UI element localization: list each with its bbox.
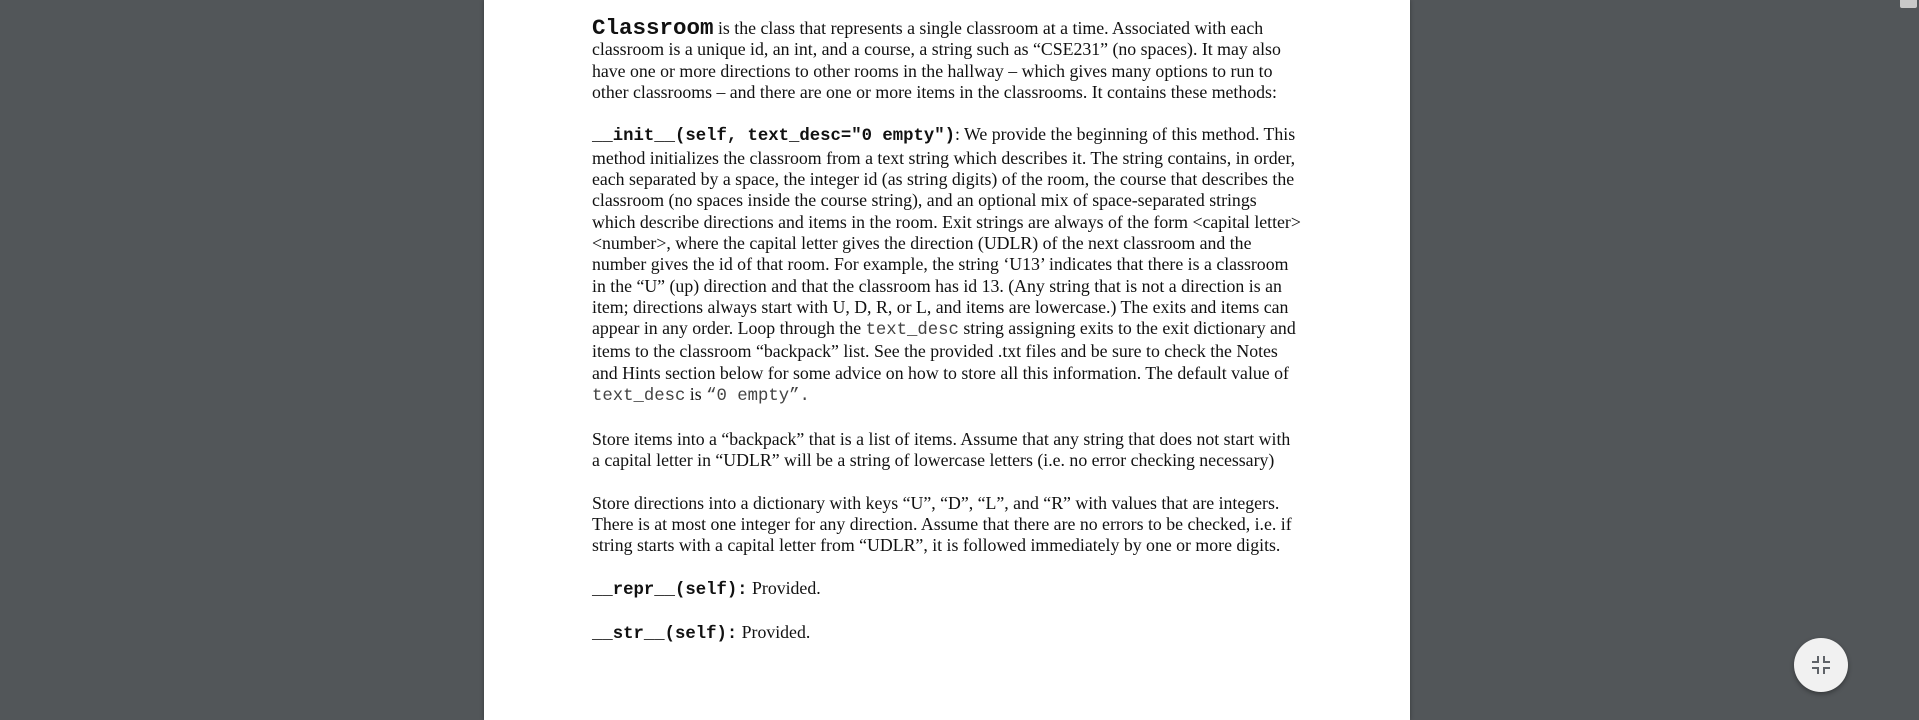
init-text-a: We provide the beginning of this method. This method initializes the classroom from a text string which describes it. The string contains, in order, each separated by a space, the integer id (as string digits) of the room, the course that describes the classroom (no spaces inside the course string), and an optional mix of space-separated strings which describe directions and items in the room. Exit strings are always of the form <capital letter><number>, where the capital letter gives the direction (UDLR) of the next classroom and the number gives the id of that room. For example, the string ‘U13’ indicates that there is a classroom in the “U” (up) direction and that the classroom has id 13. (Any string that is not a direction is an item; directions always start with U, D, R, or L, and items are lowercase.) The exits and items can appear in any order. Loop through the (592, 124, 1301, 339)
pdf-page (484, 0, 1410, 720)
scrollbar-track[interactable] (1898, 0, 1919, 720)
collapse-arrows-icon (1810, 654, 1832, 676)
paragraph-str-method (592, 622, 1302, 645)
code-text-desc-1: text_desc (865, 321, 959, 341)
init-signature: __init__(self, text_desc="0 empty") (592, 127, 955, 147)
intro-text: is the class that represents a single classroom at a time. Associated with each classroom is a unique id, an int, and a course, a string such as “CSE231” (no spaces). It may also have one or more directions to other rooms in the hallway – which gives many options to run to other classrooms – and there are one or more items in the classrooms. It contains these methods: (592, 18, 1281, 102)
page-content (592, 15, 1302, 667)
init-colon: : (954, 124, 965, 145)
paragraph-init-method (592, 124, 1302, 407)
init-text-c: is (685, 384, 707, 405)
fit-to-page-button[interactable] (1794, 638, 1848, 692)
paragraph-repr-method (592, 578, 1302, 601)
paragraph-backpack: Store items into a “backpack” that is a list of items. Assume that any string that does not start with a capital letter in “UDLR” will be a string of lowercase letters (i.e. no error checking necessary) (592, 428, 1291, 470)
scrollbar-thumb[interactable] (1900, 0, 1917, 8)
class-name: Classroom (592, 15, 714, 41)
paragraph-classroom-intro (592, 15, 1302, 103)
repr-text: Provided. (747, 577, 821, 598)
code-default-value: “0 empty”. (706, 387, 810, 407)
code-text-desc-2: text_desc (592, 387, 686, 407)
str-signature: __str__(self): (592, 625, 738, 645)
paragraph-directions: Store directions into a dictionary with keys “U”, “D”, “L”, and “R” with values that are integers. There is at most one integer for any direction. Assume that there are no errors to be checked, i.e. if string starts with a capital letter from “UDLR”, it is followed immediately by one or more digits. (592, 492, 1292, 556)
repr-signature: __repr__(self): (592, 580, 748, 600)
init-text-b: string assigning exits to the exit dictionary and items to the classroom “backpack” list. See the provided .txt files and be sure to check the Notes and Hints section below for some advice on how to store all this information. The default value of (592, 318, 1296, 383)
str-text: Provided. (737, 622, 811, 643)
